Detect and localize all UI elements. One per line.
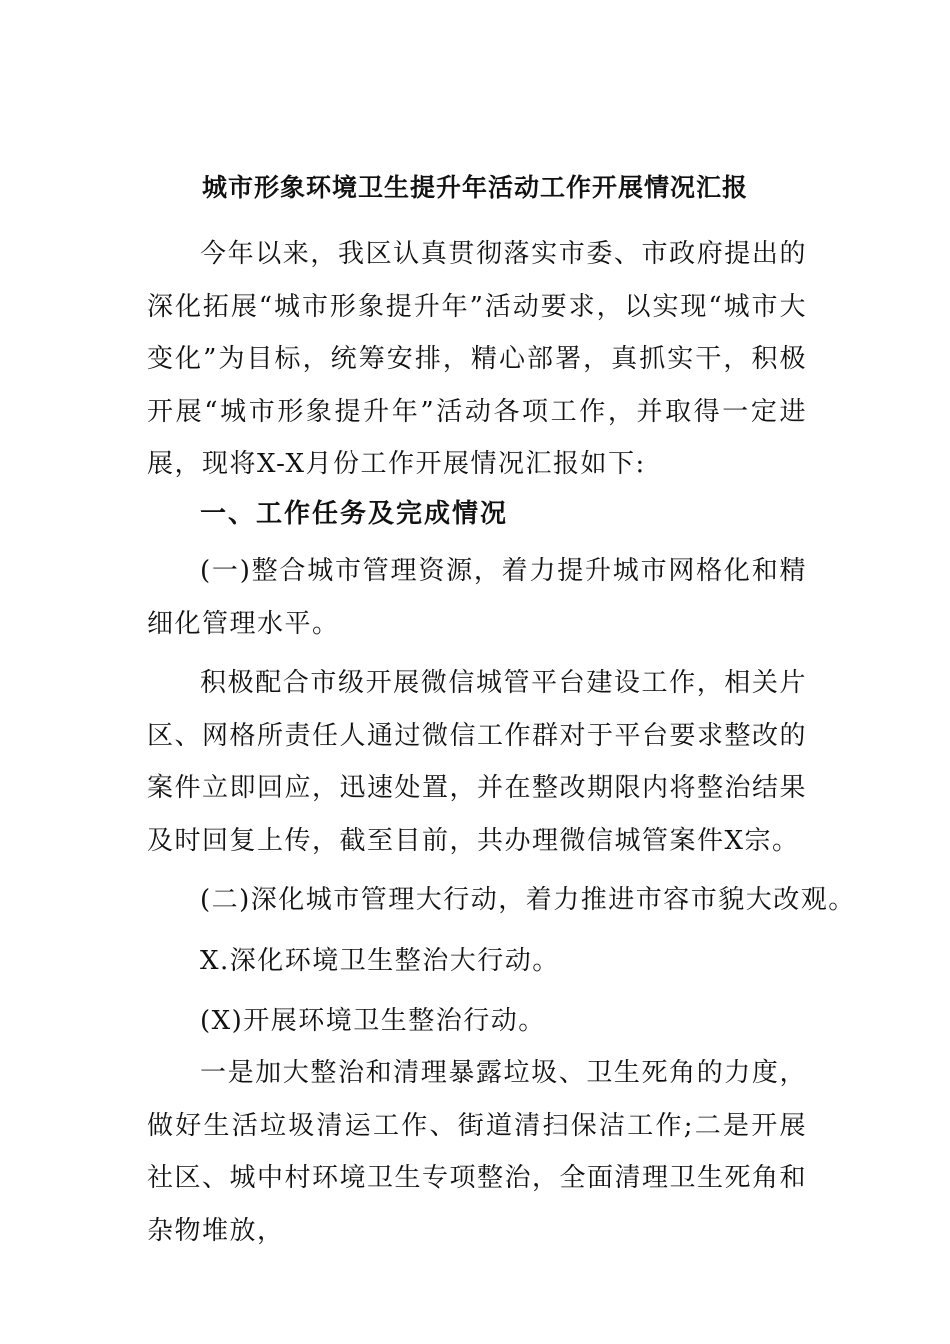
item-heading-1: (一)整合城市管理资源，着力提升城市网格化和精细化管理水平。	[147, 556, 807, 639]
document-title: 城市形象环境卫生提升年活动工作开展情况汇报	[201, 173, 748, 202]
item-body-1: 积极配合市级开展微信城管平台建设工作，相关片区、网格所责任人通过微信工作群对于平台要求整改的案件立即回应，迅速处置，并在整改期限内将整治结果及时回复上传，截至目前，共办理微信城管案件X宗。	[147, 668, 808, 856]
item-heading-2: (二)深化城市管理大行动，着力推进市容市貌大改观。	[200, 885, 856, 915]
sub-heading-1: X.深化环境卫生整治大行动。	[200, 946, 560, 976]
section-heading-1: 一、工作任务及完成情况	[200, 499, 509, 529]
sub-body-1a: 一是加大整治和清理暴露垃圾、卫生死角的力度，做好生活垃圾清运工作、街道清扫保洁工作;二是开展社区、城中村环境卫生专项整治，全面清理卫生死角和杂物堆放，	[147, 1058, 808, 1246]
intro-paragraph: 今年以来，我区认真贯彻落实市委、市政府提出的深化拓展“城市形象提升年”活动要求，以实现“城市大变化”为目标，统筹安排，精心部署，真抓实干，积极开展“城市形象提升年”活动各项工作，并取得一定进展，现将X-X月份工作开展情况汇报如下:	[147, 239, 807, 479]
sub-heading-1a: (X)开展环境卫生整治行动。	[200, 1006, 546, 1036]
